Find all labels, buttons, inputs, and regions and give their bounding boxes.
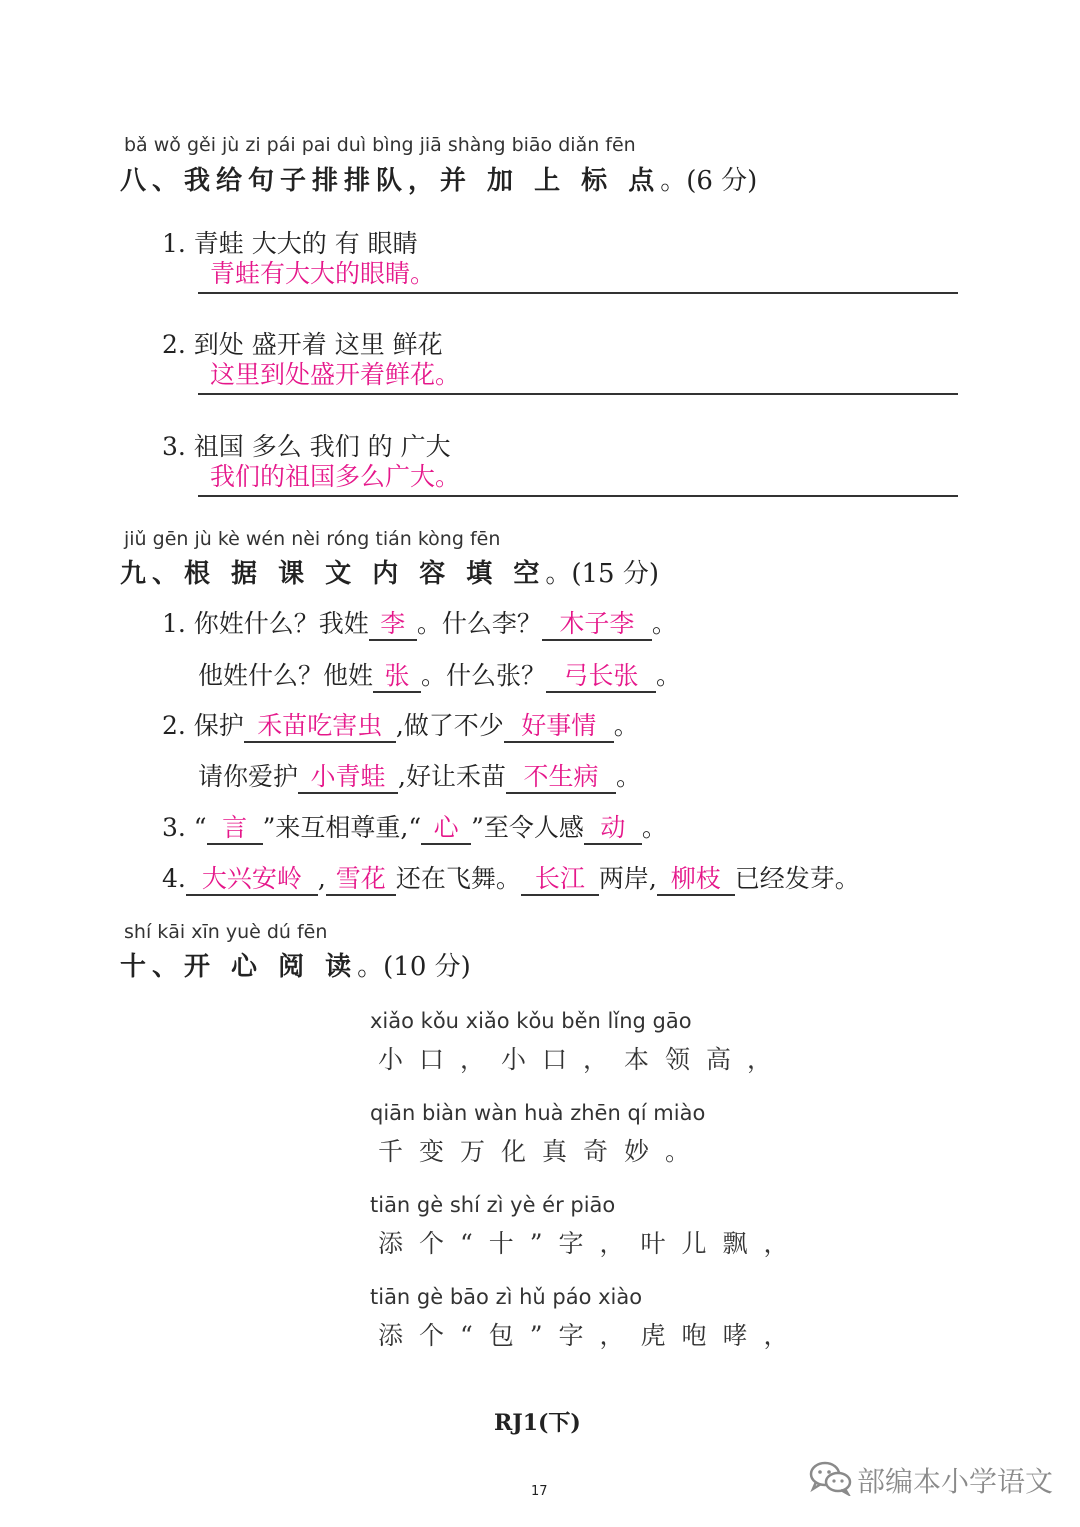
text: 。什么张？: [421, 661, 547, 690]
fill-blank[interactable]: 心: [421, 813, 471, 845]
fill-blank[interactable]: 好事情: [504, 711, 614, 743]
poem-pinyin-1: xiǎo kǒu xiǎo kǒu běn lǐng gāo: [370, 1009, 692, 1033]
fill-blank[interactable]: 言: [207, 813, 263, 845]
poem-pinyin-3: tiān gè shí zì yè ér piāo: [370, 1193, 616, 1217]
fill-blank[interactable]: 木子李: [542, 609, 652, 641]
poem-line-2: 千变万化真奇妙。: [378, 1137, 707, 1166]
text: 他姓什么？他姓: [198, 661, 374, 690]
fill-blank[interactable]: 雪花: [326, 864, 396, 896]
poem-line-3: 添个“十”字，叶儿飘，: [378, 1229, 805, 1258]
s8-answer-line-2[interactable]: [198, 360, 958, 395]
fill-blank[interactable]: 弓长张: [546, 661, 656, 693]
poem-line-1: 小口，小口，本领高，: [378, 1045, 789, 1074]
text: 。: [651, 609, 677, 638]
text: 3. “: [162, 813, 207, 842]
page-number: 17: [531, 1484, 548, 1499]
s9-line-1a: [162, 604, 677, 641]
section8-heading: [120, 160, 757, 197]
section9-heading: [120, 553, 659, 590]
s8-answer-line-3[interactable]: [198, 462, 958, 497]
fill-blank[interactable]: 大兴安岭: [186, 864, 318, 896]
text: 。什么李？: [416, 609, 542, 638]
footer-label: RJ1(下): [494, 1410, 581, 1436]
text: 。: [615, 762, 641, 791]
fill-blank[interactable]: 禾苗吃害虫: [244, 711, 396, 743]
section9-title: 九、根 据 课 文 内 容 填 空: [120, 559, 546, 589]
text: ”至令人感: [471, 813, 584, 842]
text: 1. 你姓什么？我姓: [162, 609, 369, 638]
s9-line-3: [162, 808, 667, 845]
section10-heading: [120, 946, 471, 983]
fill-blank[interactable]: 不生病: [506, 762, 616, 794]
s8-answer-2: 这里到处盛开着鲜花。: [210, 360, 461, 389]
text: 已经发芽。: [734, 864, 860, 893]
text: 还在飞舞。: [395, 864, 521, 893]
section8-score: 。(6 分): [660, 166, 758, 196]
fill-blank[interactable]: 小青蛙: [298, 762, 398, 794]
s8-question-1: 1. 青蛙 大大的 有 眼睛: [162, 229, 418, 258]
section10-pinyin: shí kāi xīn yuè dú fēn: [124, 921, 328, 943]
s8-answer-line-1[interactable]: [198, 259, 958, 294]
wechat-icon: [808, 1460, 854, 1496]
poem-line-4: 添个“包”字，虎咆哮，: [378, 1321, 805, 1350]
text: 。: [656, 661, 682, 690]
s9-line-1b: [198, 656, 681, 693]
s9-line-2b: [198, 757, 641, 794]
text: 。: [641, 813, 667, 842]
text: 2. 保护: [162, 711, 244, 740]
fill-blank[interactable]: 柳枝: [657, 864, 735, 896]
section8-title: 八、我给句子排排队，并 加 上 标 点: [120, 166, 661, 196]
s8-question-3: 3. 祖国 多么 我们 的 广大: [162, 432, 451, 461]
section10-score: 。(10 分): [357, 952, 471, 982]
s9-line-4: [162, 859, 860, 896]
text: 请你爱护: [198, 762, 299, 791]
s8-answer-3: 我们的祖国多么广大。: [210, 462, 461, 491]
fill-blank[interactable]: 长江: [521, 864, 599, 896]
section9-pinyin: jiǔ gēn jù kè wén nèi róng tián kòng fēn: [124, 528, 501, 550]
text: 4.: [162, 864, 186, 893]
s9-line-2a: [162, 706, 639, 743]
s8-answer-1: 青蛙有大大的眼睛。: [210, 259, 436, 288]
section10-title: 十、开 心 阅 读: [120, 952, 358, 982]
section9-score: 。(15 分): [545, 559, 660, 589]
fill-blank[interactable]: 张: [373, 661, 421, 693]
poem-pinyin-4: tiān gè bāo zì hǔ páo xiào: [370, 1285, 643, 1309]
fill-blank[interactable]: 李: [369, 609, 417, 641]
watermark-text: 部编本小学语文: [857, 1465, 1054, 1498]
text: 。: [613, 711, 639, 740]
text: 两岸,: [598, 864, 657, 893]
section8-pinyin: bǎ wǒ gěi jù zi pái pai duì bìng jiā shàng biāo diǎn fēn: [124, 134, 636, 156]
fill-blank[interactable]: 动: [584, 813, 642, 845]
text: ,好让禾苗: [398, 762, 506, 791]
text: ”来互相尊重,“: [262, 813, 422, 842]
poem-pinyin-2: qiān biàn wàn huà zhēn qí miào: [370, 1101, 706, 1125]
s8-question-2: 2. 到处 盛开着 这里 鲜花: [162, 330, 443, 359]
text: ,做了不少: [395, 711, 504, 740]
text: ,: [317, 864, 326, 893]
